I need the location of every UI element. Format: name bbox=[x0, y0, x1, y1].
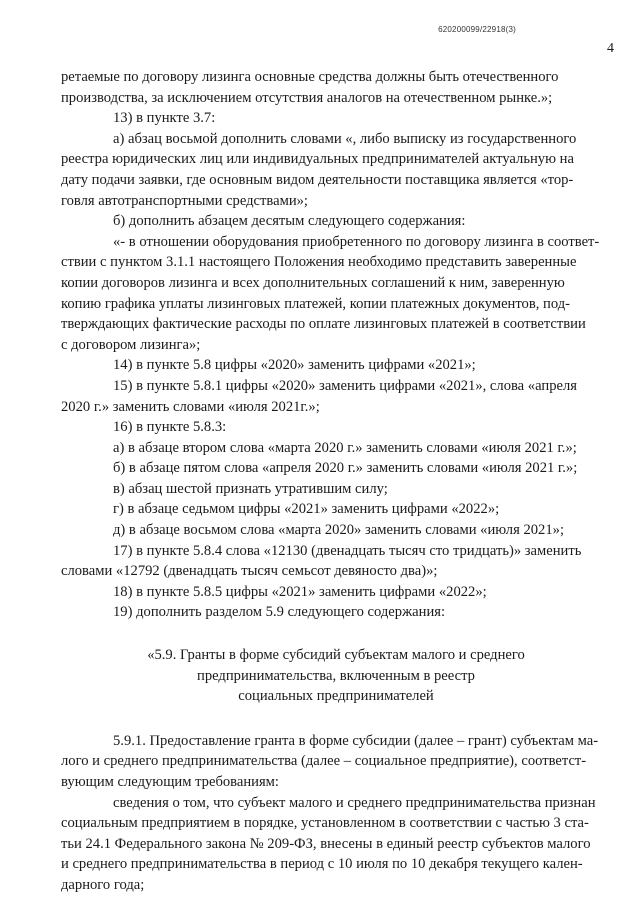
text-line: 2020 г.» заменить словами «июля 2021г.»; bbox=[61, 398, 320, 415]
text-line: копию графика уплаты лизинговых платежей, копии платежных документов, под- bbox=[61, 295, 571, 312]
paragraph bbox=[61, 793, 611, 896]
text-line: дату подачи заявки, где основным видом деятельности поставщика является «тор- bbox=[61, 171, 574, 188]
text-line: лого и среднего предпринимательства (далее – социальное предприятие), соответст- bbox=[61, 753, 587, 770]
paragraph: 19) дополнить разделом 5.9 следующего содержания: bbox=[113, 604, 446, 621]
paragraph bbox=[61, 232, 611, 356]
text-line: тверждающих фактические расходы по оплате лизинговых платежей в соответствии bbox=[61, 316, 586, 333]
paragraph bbox=[61, 67, 611, 108]
text-line: с договором лизинга»; bbox=[61, 336, 201, 353]
heading-line: социальных предпринимателей bbox=[238, 688, 434, 705]
text-line: тьи 24.1 Федерального закона № 209-ФЗ, внесены в единый реестр субъектов малого bbox=[61, 835, 591, 852]
document-body bbox=[61, 67, 611, 896]
paragraph: а) в абзаце втором слова «марта 2020 г.» заменить словами «июля 2021 г.»; bbox=[113, 439, 577, 456]
text-line: ретаемые по договору лизинга основные средства должны быть отечественного bbox=[61, 69, 559, 85]
paragraph bbox=[61, 541, 611, 582]
text-line: реестра юридических лиц или индивидуальных предпринимателей актуальную на bbox=[61, 151, 574, 168]
text-line: вующим следующим требованиям: bbox=[61, 774, 279, 790]
text-line: а) абзац восьмой дополнить словами «, либо выписку из государственного bbox=[113, 130, 577, 147]
paragraph: 18) в пункте 5.8.5 цифры «2021» заменить цифрами «2022»; bbox=[113, 583, 487, 600]
paragraph: д) в абзаце восьмом слова «марта 2020» заменить словами «июля 2021»; bbox=[113, 522, 564, 539]
text-line: 5.9.1. Предоставление гранта в форме субсидии (далее – грант) субъектам ма- bbox=[113, 732, 599, 749]
paragraph: 13) в пункте 3.7: bbox=[113, 110, 216, 127]
paragraph: г) в абзаце седьмом цифры «2021» заменить цифрами «2022»; bbox=[113, 501, 500, 518]
text-line: сведения о том, что субъект малого и среднего предпринимательства признан bbox=[113, 794, 596, 811]
heading-line: «5.9. Гранты в форме субсидий субъектам малого и среднего bbox=[147, 647, 525, 664]
spacer bbox=[61, 623, 611, 645]
text-line: копии договоров лизинга и всех дополнительных соглашений к ним, заверенную bbox=[61, 274, 565, 291]
paragraph: б) в абзаце пятом слова «апреля 2020 г.» заменить словами «июля 2021 г.»; bbox=[113, 460, 578, 477]
paragraph: 16) в пункте 5.8.3: bbox=[113, 419, 227, 436]
text-line: говля автотранспортными средствами»; bbox=[61, 192, 308, 209]
paragraph: 14) в пункте 5.8 цифры «2020» заменить цифрами «2021»; bbox=[113, 357, 476, 374]
text-line: дарного года; bbox=[61, 876, 145, 893]
paragraph bbox=[61, 129, 611, 211]
paragraph bbox=[61, 376, 611, 417]
paragraph bbox=[61, 731, 611, 793]
paragraph: в) абзац шестой признать утратившим силу; bbox=[113, 480, 388, 497]
text-line: словами «12792 (двенадцать тысяч семьсот девяносто два)»; bbox=[61, 563, 438, 580]
text-line: «- в отношении оборудования приобретенного по договору лизинга в соответ- bbox=[113, 233, 600, 250]
text-line: социальным предприятием в порядке, установленном в соответствии с частью 3 ста- bbox=[61, 815, 589, 832]
heading-line: предпринимательства, включенным в реестр bbox=[197, 667, 475, 684]
section-heading bbox=[61, 645, 611, 707]
text-line: и среднего предпринимательства в период с 10 июля по 10 декабря текущего кален- bbox=[61, 856, 583, 873]
text-line: 15) в пункте 5.8.1 цифры «2020» заменить цифрами «2021», слова «апреля bbox=[113, 377, 577, 394]
text-line: производства, за исключением отсутствия аналогов на отечественном рынке.»; bbox=[61, 89, 553, 106]
paragraph: б) дополнить абзацем десятым следующего содержания: bbox=[113, 213, 466, 230]
spacer bbox=[61, 707, 611, 731]
text-line: 17) в пункте 5.8.4 слова «12130 (двенадцать тысяч сто тридцать)» заменить bbox=[113, 542, 582, 559]
document-number: 620200099/22918(3) bbox=[438, 25, 516, 34]
text-line: ствии с пунктом 3.1.1 настоящего Положения необходимо представить заверенные bbox=[61, 254, 577, 271]
page-number: 4 bbox=[607, 41, 614, 56]
